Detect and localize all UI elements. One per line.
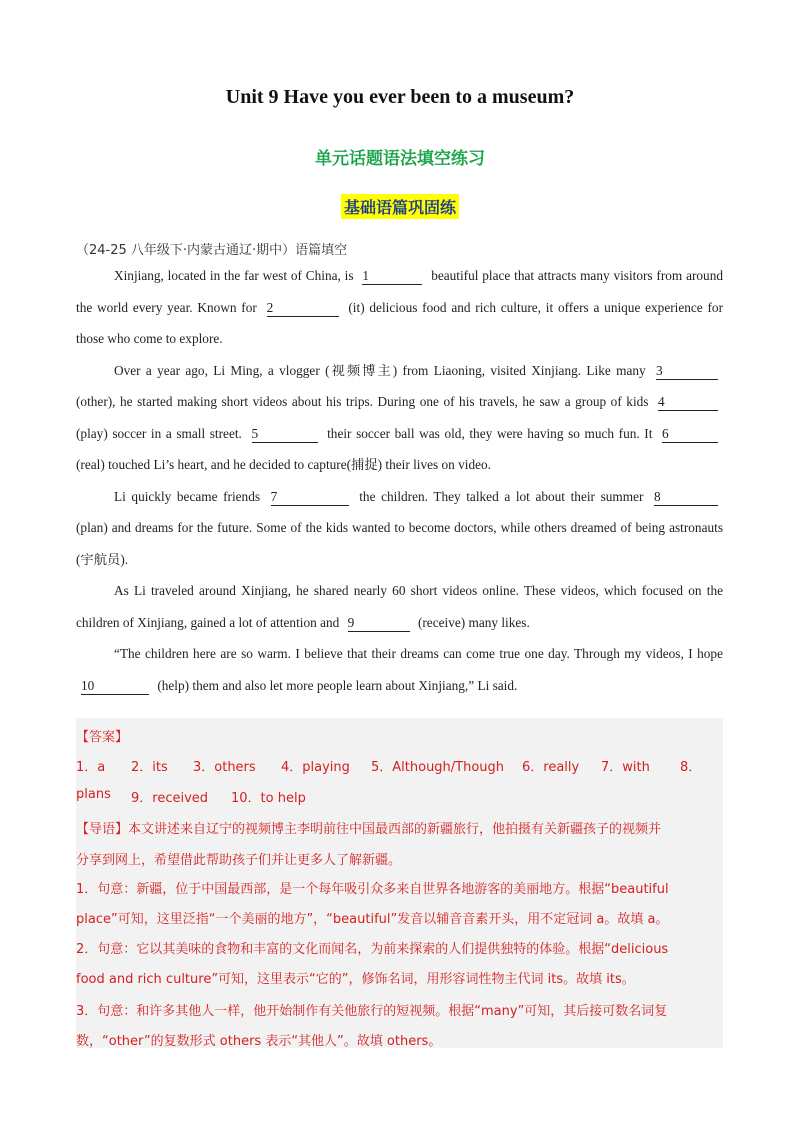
blank-7: 7 [271,489,349,506]
answer-section [76,718,723,1048]
passage-text: As Li traveled around Xinjiang, he shared nearly 60 short videos online. These videos, which focused on the children of Xinjiang, gained a lot of attention and [76,583,723,630]
explanation-3b: 数，“other”的复数形式 others 表示“其他人”。故填 others。 [76,1034,442,1049]
passage-text: their soccer ball was old, they were having so much fun. It [327,425,653,441]
answer-item: 9．received [131,791,209,806]
answer-item: 8． [680,760,702,775]
answer-item: 6．really [522,760,580,775]
paragraph-2 [76,355,723,481]
passage-text: Li quickly became friends [114,488,261,504]
section-heading-wrap [0,194,800,219]
passage-text: (plan) and dreams for the future. Some of the kids wanted to become doctors, while others dreamed of being astronauts (宇航员). [76,520,723,567]
passage-text: (help) them and also let more people learn about Xinjiang,” Li said. [157,677,518,693]
explanation-1a: 1．句意：新疆，位于中国最西部，是一个每年吸引众多来自世界各地游客的美丽地方。根据“beautiful [76,882,669,897]
blank-5: 5 [252,426,318,443]
answer-item: 4．playing [281,760,350,775]
answer-item: plans [76,787,111,802]
paragraph-5 [76,638,723,701]
guide-line-2: 分享到网上，希望借此帮助孩子们并让更多人了解新疆。 [76,853,402,868]
blank-8: 8 [654,489,718,506]
explanation-2b: food and rich culture”可知，这里表示“它的”，修饰名词，用形容词性物主代词 its。故填 its。 [76,972,635,987]
blank-6: 6 [662,426,718,443]
passage-text: (play) soccer in a small street. [76,425,242,441]
blank-4: 4 [658,394,718,411]
page-subtitle: 单元话题语法填空练习 [315,149,485,169]
source-line: （24-25 八年级下·内蒙古通辽·期中）语篇填空 [76,243,348,258]
passage-text: “The children here are so warm. I believe that their dreams can come true one day. Through my videos, I hope [114,646,723,661]
explanation-3a: 3．句意：和许多其他人一样，他开始制作有关他旅行的短视频。根据“many”可知，其后接可数名词复 [76,1004,668,1019]
answer-item: 10．to help [231,791,306,806]
section-heading: 基础语篇巩固练 [341,194,459,219]
passage-text: Xinjiang, located in the far west of China, is [114,268,354,283]
answer-item: 2．its [131,760,168,775]
blank-2: 2 [267,300,339,317]
page-title: Unit 9 Have you ever been to a museum? [225,86,575,108]
paragraph-3 [76,481,723,576]
guide-line-1: 【导语】本文讲述来自辽宁的视频博主李明前往中国最西部的新疆旅行，他拍摄有关新疆孩子的视频并 [76,822,662,837]
passage-text: Over a year ago, Li Ming, a vlogger (视频博主) from Liaoning, visited Xinjiang. Like many [114,362,646,378]
passage-text: beautiful place that attracts many visitors from around the world every year. Known for [76,268,724,315]
blank-10: 10 [81,678,149,695]
answer-item: 7．with [601,760,650,775]
explanation-2a: 2．句意：它以其美味的食物和丰富的文化而闻名，为前来探索的人们提供独特的体验。根据“delicious [76,942,669,957]
passage-text: (receive) many likes. [417,614,530,630]
explanation-1b: place”可知，这里泛指“一个美丽的地方”，“beautiful”发音以辅音音素开头，用不定冠词 a。故填 a。 [76,912,669,927]
passage-text: (real) touched Li’s heart, and he decided to capture(捕捉) their lives on video. [76,457,492,472]
blank-3: 3 [656,363,718,380]
blank-1: 1 [362,268,422,285]
blank-9: 9 [348,615,410,632]
paragraph-1 [76,260,723,355]
passage-text: (it) delicious food and rich culture, it offers a unique experience for those who come to explore. [76,299,723,346]
passage-text: (other), he started making short videos about his trips. During one of his travels, he saw a group of kids [76,394,649,409]
answer-item: 1．a [76,760,106,775]
answer-label: 【答案】 [76,730,129,745]
answer-item: 3．others [193,760,256,775]
paragraph-4 [76,575,723,638]
passage-text: the children. They talked a lot about their summer [359,488,644,504]
answer-item: 5．Although/Though [371,760,505,775]
passage [76,260,723,701]
